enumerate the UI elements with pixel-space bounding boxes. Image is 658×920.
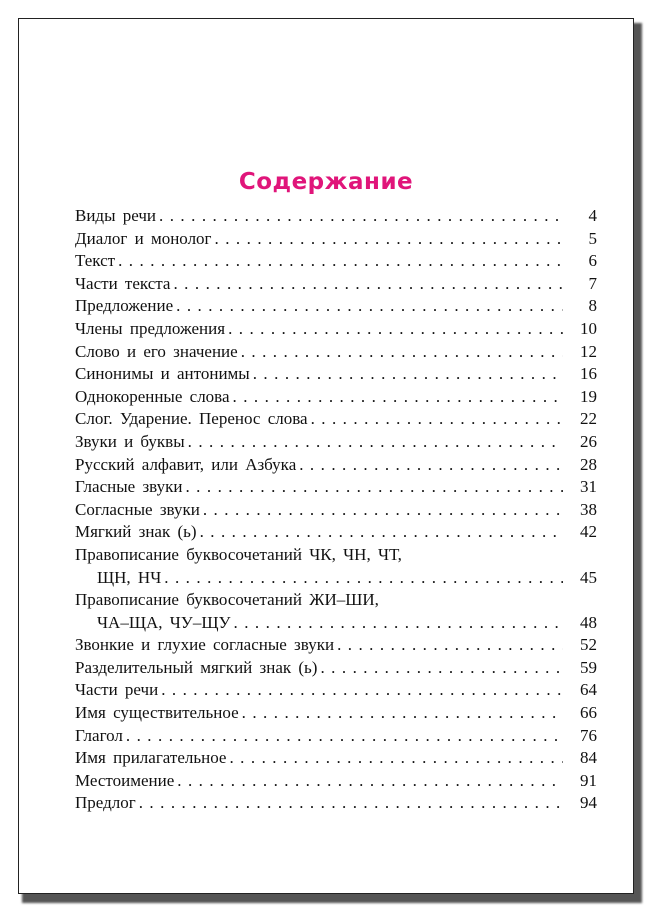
toc-entry-title: Предложение bbox=[75, 296, 174, 316]
dot-leader bbox=[229, 747, 563, 770]
dot-leader bbox=[234, 612, 563, 635]
toc-entry-title: Глагол bbox=[75, 725, 123, 745]
dot-leader bbox=[118, 250, 563, 273]
toc-entry[interactable] bbox=[75, 295, 597, 318]
toc-entry[interactable] bbox=[75, 747, 597, 770]
toc-page-number: 4 bbox=[588, 206, 597, 225]
dot-leader bbox=[173, 273, 563, 296]
toc-entry[interactable] bbox=[75, 679, 597, 702]
toc-entry-title: Члены предложения bbox=[75, 318, 226, 338]
toc-entry-title: Виды речи bbox=[75, 206, 157, 225]
toc-entry-title: Слово и его значение bbox=[75, 341, 238, 361]
dot-leader bbox=[176, 295, 563, 318]
toc-page-number: 48 bbox=[580, 612, 597, 632]
toc-entry[interactable] bbox=[75, 634, 597, 657]
dot-leader bbox=[233, 386, 563, 409]
toc-entry-title: Звуки и буквы bbox=[75, 431, 185, 451]
dot-leader bbox=[161, 679, 563, 702]
toc-page-number: 19 bbox=[580, 386, 597, 406]
toc-entry-continuation[interactable] bbox=[75, 567, 597, 590]
toc-page-number: 52 bbox=[580, 635, 597, 655]
toc-entry[interactable] bbox=[75, 363, 597, 386]
book-page bbox=[18, 18, 634, 894]
toc-page-number: 22 bbox=[580, 409, 597, 429]
toc-page-number: 94 bbox=[580, 793, 597, 813]
toc-entry-title: Предлог bbox=[75, 793, 136, 813]
toc-page-number: 7 bbox=[588, 273, 597, 293]
table-of-contents bbox=[75, 205, 597, 815]
toc-page-number: 38 bbox=[580, 499, 597, 519]
toc-page-number: 31 bbox=[580, 477, 597, 497]
dot-leader bbox=[200, 521, 563, 544]
toc-entry[interactable] bbox=[75, 408, 597, 431]
toc-entry[interactable] bbox=[75, 544, 597, 567]
toc-page-number: 59 bbox=[580, 657, 597, 677]
toc-entry-title: Имя прилагательное bbox=[75, 748, 227, 768]
dot-leader bbox=[311, 408, 563, 431]
toc-page-number: 91 bbox=[580, 770, 597, 790]
toc-entry[interactable] bbox=[75, 431, 597, 454]
toc-entry[interactable] bbox=[75, 341, 597, 364]
toc-entry[interactable] bbox=[75, 770, 597, 793]
toc-entry-title: Русский алфавит, или Азбука bbox=[75, 454, 297, 474]
dot-leader bbox=[320, 657, 563, 680]
toc-page-number: 10 bbox=[580, 318, 597, 338]
dot-leader bbox=[185, 476, 563, 499]
toc-entry[interactable] bbox=[75, 250, 597, 273]
toc-page-number: 5 bbox=[588, 228, 597, 248]
toc-entry-title: Гласные звуки bbox=[75, 477, 183, 497]
dot-leader bbox=[203, 499, 563, 522]
toc-entry[interactable] bbox=[75, 386, 597, 409]
toc-entry-title: Правописание буквосочетаний ЖИ–ШИ, bbox=[75, 590, 379, 610]
dot-leader bbox=[215, 228, 563, 251]
dot-leader bbox=[299, 454, 563, 477]
toc-entry-title: Местоимение bbox=[75, 770, 175, 790]
toc-entry[interactable] bbox=[75, 205, 597, 228]
toc-entry-title: Слог. Ударение. Перенос слова bbox=[75, 409, 308, 429]
toc-page-number: 45 bbox=[580, 567, 597, 587]
dot-leader bbox=[188, 431, 563, 454]
toc-entry[interactable] bbox=[75, 318, 597, 341]
toc-entry[interactable] bbox=[75, 454, 597, 477]
toc-entry-title: Синонимы и антонимы bbox=[75, 364, 250, 384]
toc-entry[interactable] bbox=[75, 725, 597, 748]
toc-entry-title: Правописание буквосочетаний ЧК, ЧН, ЧТ, bbox=[75, 544, 402, 564]
dot-leader bbox=[253, 363, 563, 386]
toc-entry[interactable] bbox=[75, 589, 597, 612]
toc-entry[interactable] bbox=[75, 792, 597, 815]
toc-entry-title: Части речи bbox=[75, 680, 159, 700]
toc-page-number: 76 bbox=[580, 725, 597, 745]
toc-page-number: 64 bbox=[580, 680, 597, 700]
toc-entry-title: Однокоренные слова bbox=[75, 386, 230, 406]
toc-entry[interactable] bbox=[75, 499, 597, 522]
dot-leader bbox=[337, 634, 563, 657]
toc-entry-title: Текст bbox=[75, 251, 116, 271]
toc-entry[interactable] bbox=[75, 228, 597, 251]
dot-leader bbox=[159, 205, 563, 228]
toc-entry-title: Мягкий знак (ь) bbox=[75, 522, 197, 542]
dot-leader bbox=[126, 725, 563, 748]
toc-entry-title: Разделительный мягкий знак (ь) bbox=[75, 657, 318, 677]
toc-page-number: 28 bbox=[580, 454, 597, 474]
toc-entry[interactable] bbox=[75, 702, 597, 725]
toc-entry-title-continued: ЧА–ЩА, ЧУ–ЩУ bbox=[97, 612, 231, 632]
toc-entry-title: Диалог и монолог bbox=[75, 228, 212, 248]
dot-leader bbox=[241, 341, 563, 364]
toc-page-number: 16 bbox=[580, 364, 597, 384]
toc-entry[interactable] bbox=[75, 521, 597, 544]
toc-entry-continuation[interactable] bbox=[75, 612, 597, 635]
toc-entry-title: Звонкие и глухие согласные звуки bbox=[75, 635, 335, 655]
toc-entry-title-continued: ЩН, НЧ bbox=[97, 567, 162, 587]
toc-entry-title: Части текста bbox=[75, 273, 171, 293]
toc-page-number: 84 bbox=[580, 748, 597, 768]
toc-page-number: 8 bbox=[588, 296, 597, 316]
toc-entry-title: Согласные звуки bbox=[75, 499, 200, 519]
toc-page-number: 12 bbox=[580, 341, 597, 361]
page-title: Содержание bbox=[238, 169, 414, 195]
dot-leader bbox=[228, 318, 563, 341]
dot-leader bbox=[164, 567, 563, 590]
dot-leader bbox=[242, 702, 563, 725]
toc-entry-title: Имя существительное bbox=[75, 703, 239, 723]
dot-leader bbox=[177, 770, 563, 793]
toc-page-number: 26 bbox=[580, 431, 597, 451]
toc-entry[interactable] bbox=[75, 657, 597, 680]
toc-page-number: 42 bbox=[580, 522, 597, 542]
toc-page-number: 6 bbox=[588, 251, 597, 271]
toc-entry[interactable] bbox=[75, 273, 597, 296]
dot-leader bbox=[139, 792, 563, 815]
toc-page-number: 66 bbox=[580, 703, 597, 723]
toc-entry[interactable] bbox=[75, 476, 597, 499]
